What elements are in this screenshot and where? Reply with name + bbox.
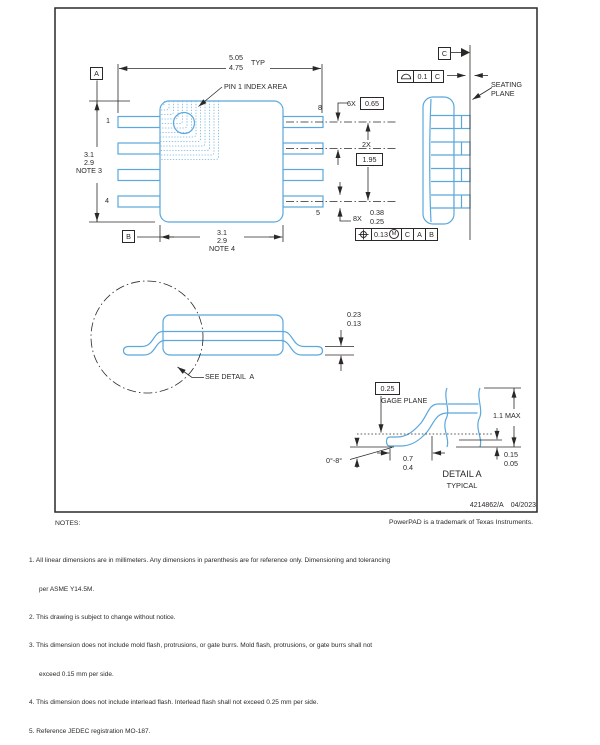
body-width-min: 2.9 <box>199 237 245 245</box>
pitch-qty: 6X <box>347 100 356 108</box>
body-height-min: 2.9 <box>66 159 112 167</box>
note-line: per ASME Y14.5M. <box>29 585 390 594</box>
seating-plane-label-2: PLANE <box>491 90 515 98</box>
position-tolerance-cell <box>371 228 402 241</box>
body-height-note: NOTE 3 <box>66 167 112 175</box>
document-number: 4214862/A <box>470 502 504 509</box>
profile-datum-c: C <box>431 70 444 83</box>
datum-c-box: C <box>438 47 451 60</box>
datum-b-box: B <box>122 230 135 243</box>
detail-a-dimensions <box>350 388 521 468</box>
trademark-note: PowerPAD is a trademark of Texas Instruments. <box>333 519 533 526</box>
standoff-min: 0.05 <box>504 460 518 468</box>
span-qty: 2X <box>362 141 371 149</box>
note-line: exceed 0.15 mm per side. <box>29 670 390 679</box>
overall-height-label: 1.1 MAX <box>493 412 521 420</box>
pin-label-4: 4 <box>99 197 109 205</box>
detail-a-title: DETAIL A <box>436 470 488 480</box>
pin1-index-callout: PIN 1 INDEX AREA <box>224 83 287 91</box>
see-detail-a-label: SEE DETAIL A <box>205 373 254 381</box>
lead-thickness-min: 0.13 <box>342 320 366 328</box>
gage-plane-label: GAGE PLANE <box>381 397 427 405</box>
lead-angle-label: 0°-8° <box>326 457 342 465</box>
seating-plane-label-1: SEATING <box>491 81 522 89</box>
span-value-box: 1.95 <box>356 153 383 166</box>
mmc-modifier-icon: M <box>389 229 399 239</box>
overall-width-min: 4.75 <box>222 64 250 72</box>
foot-length-max: 0.7 <box>398 455 418 463</box>
lead-thickness-max: 0.23 <box>342 311 366 319</box>
profile-tolerance-frame <box>398 70 444 83</box>
profile-tolerance-value: 0.1 <box>413 70 432 83</box>
note-line: 2. This drawing is subject to change without notice. <box>29 613 390 622</box>
body-height-max: 3.1 <box>66 151 112 159</box>
foot-length-min: 0.4 <box>398 464 418 472</box>
front-view-package <box>124 315 323 355</box>
body-width-max: 3.1 <box>199 229 245 237</box>
body-width-note: NOTE 4 <box>199 245 245 253</box>
title-block <box>419 502 536 509</box>
drawing-frame <box>55 8 537 512</box>
position-tolerance-value: 0.13 <box>374 230 388 239</box>
note-line: 1. All linear dimensions are in millimeters. Any dimensions in parenthesis are for reference only. Dimensioning and tolerancing <box>29 556 390 565</box>
overall-width-max: 5.05 <box>222 54 250 62</box>
datum-a-box: A <box>90 67 103 80</box>
overall-width-typ: TYP <box>251 59 265 67</box>
lead-width-max: 0.38 <box>366 209 388 217</box>
note-line: 3. This dimension does not include mold flash, protrusions, or gate burrs. Mold flash, protrusions, or gate burrs shall not <box>29 641 390 650</box>
pin-label-8: 8 <box>318 104 322 112</box>
position-datum-c: C <box>401 228 414 241</box>
note-line: 4. This dimension does not include interlead flash. Interlead flash shall not exceed 0.25 mm per side. <box>29 698 390 707</box>
pin-label-1: 1 <box>100 117 110 125</box>
profile-of-surface-icon <box>397 70 414 83</box>
detail-a-subtitle: TYPICAL <box>436 482 488 490</box>
lead-width-min: 0.25 <box>366 218 388 226</box>
notes-heading: NOTES: <box>55 520 80 527</box>
position-symbol-icon <box>355 228 372 241</box>
note-line: 5. Reference JEDEC registration MO-187. <box>29 727 390 736</box>
notes-list <box>29 538 390 745</box>
gage-offset-box: 0.25 <box>375 382 400 395</box>
revision-date: 04/2023 <box>511 502 536 509</box>
pitch-value-box: 0.65 <box>360 97 384 110</box>
side-view-package <box>423 97 470 224</box>
position-tolerance-frame <box>356 228 438 241</box>
position-datum-b: B <box>425 228 438 241</box>
position-datum-a: A <box>413 228 426 241</box>
standoff-max: 0.15 <box>504 451 518 459</box>
lead-width-qty: 8X <box>353 215 362 223</box>
pin-label-5: 5 <box>316 209 320 217</box>
top-view-package <box>118 101 323 222</box>
datum-c-flag <box>461 48 470 57</box>
